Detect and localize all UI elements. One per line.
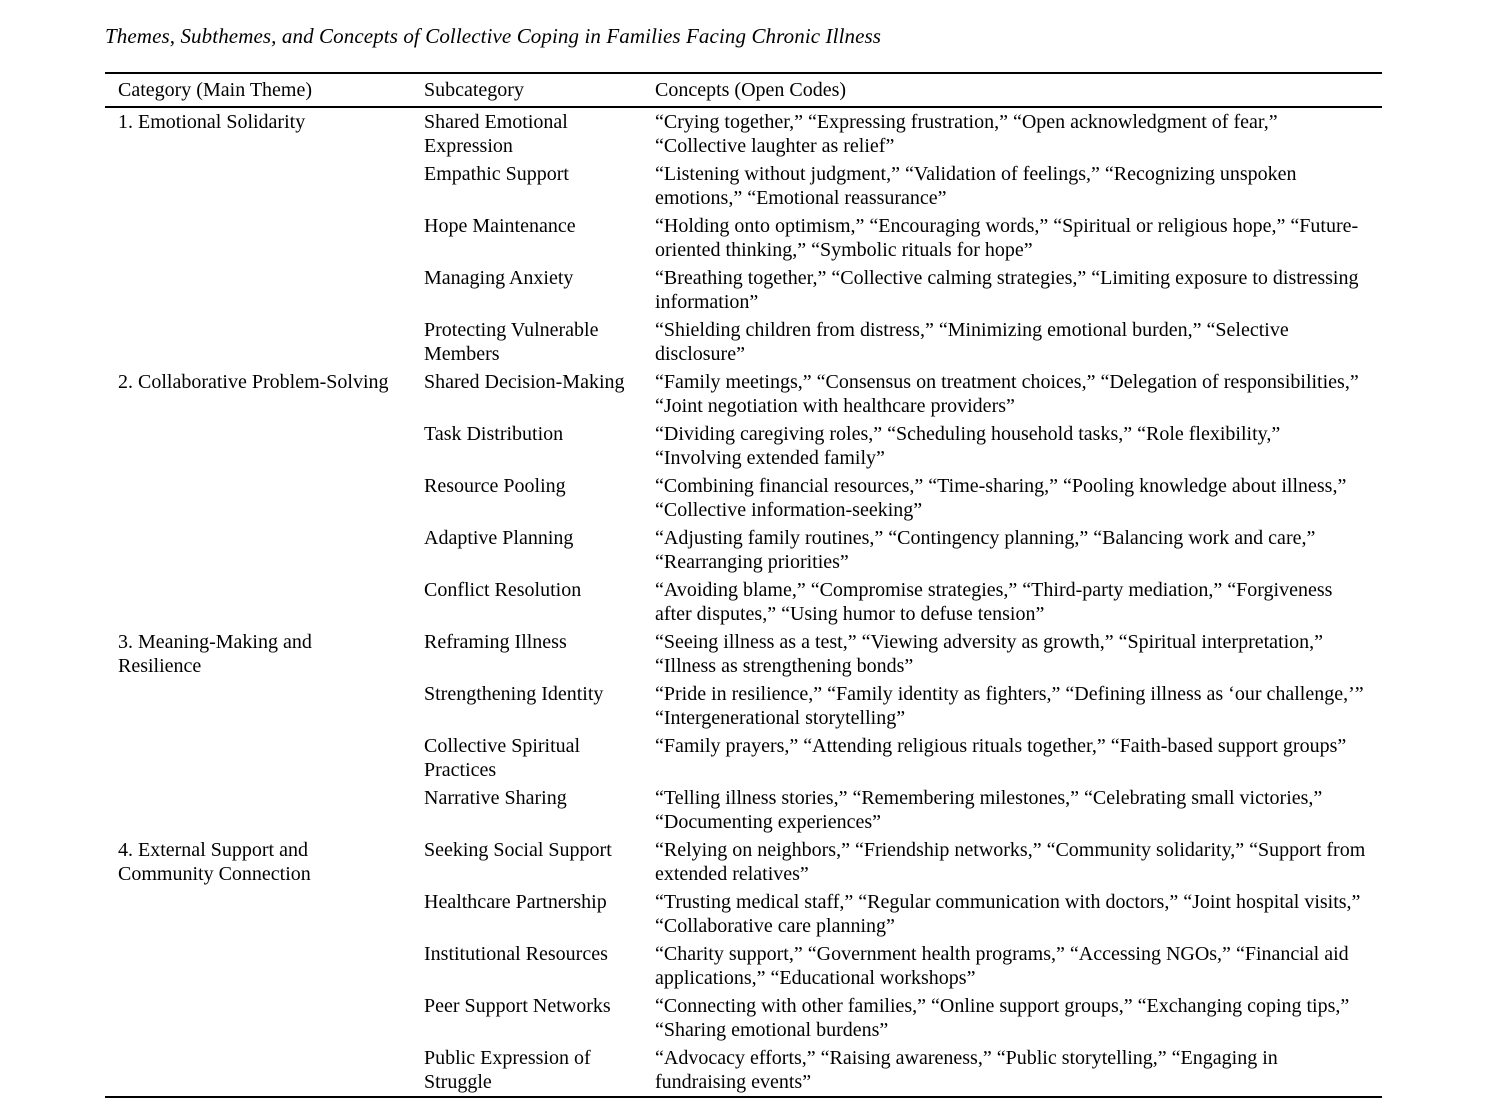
subcategory-cell: Narrative Sharing <box>424 787 567 809</box>
category-cell <box>105 472 424 524</box>
category-cell <box>105 420 424 472</box>
concepts-cell: “Family meetings,” “Consensus on treatment choices,” “Delegation of responsibilities,” “Joint negotiation with healthcare providers” <box>655 371 1359 417</box>
subcategory-cell: Collective Spiritual Practices <box>424 735 581 781</box>
subcategory-cell: Public Expression of Struggle <box>424 1047 591 1093</box>
concepts-cell: “Avoiding blame,” “Compromise strategies,” “Third-party mediation,” “Forgiveness after disputes,” “Using humor to defuse tension” <box>655 579 1333 625</box>
subcategory-cell: Conflict Resolution <box>424 579 582 601</box>
concepts-cell: “Listening without judgment,” “Validation of feelings,” “Recognizing unspoken emotions,” “Emotional reassurance” <box>655 163 1297 209</box>
category-cell: 4. External Support and Community Connection <box>118 839 311 885</box>
table-header-row <box>105 73 1382 107</box>
category-cell <box>105 992 424 1044</box>
table-row <box>105 732 1382 784</box>
concepts-cell: “Trusting medical staff,” “Regular communication with doctors,” “Joint hospital visits,” “Collaborative care planning” <box>655 891 1361 937</box>
subcategory-cell: Shared Decision-Making <box>424 371 625 393</box>
column-header-category: Category (Main Theme) <box>105 73 424 107</box>
subcategory-cell: Shared Emotional Expression <box>424 111 568 157</box>
concepts-cell: “Holding onto optimism,” “Encouraging words,” “Spiritual or religious hope,” “Future-oriented thinking,” “Symbolic rituals for hope” <box>655 215 1359 261</box>
column-header-subcategory: Subcategory <box>424 73 655 107</box>
subcategory-cell: Protecting Vulnerable Members <box>424 319 599 365</box>
subcategory-cell: Reframing Illness <box>424 631 567 653</box>
concepts-cell: “Telling illness stories,” “Remembering milestones,” “Celebrating small victories,” “Documenting experiences” <box>655 787 1323 833</box>
table-row <box>105 524 1382 576</box>
subcategory-cell: Hope Maintenance <box>424 215 576 237</box>
subcategory-cell: Adaptive Planning <box>424 527 574 549</box>
table-row <box>105 368 1382 420</box>
category-cell <box>105 680 424 732</box>
category-cell: 2. Collaborative Problem-Solving <box>118 371 389 393</box>
table-row <box>105 576 1382 628</box>
concepts-cell: “Adjusting family routines,” “Contingency planning,” “Balancing work and care,” “Rearranging priorities” <box>655 527 1316 573</box>
concepts-cell: “Advocacy efforts,” “Raising awareness,” “Public storytelling,” “Engaging in fundraising events” <box>655 1047 1278 1093</box>
category-cell <box>105 784 424 836</box>
concepts-cell: “Pride in resilience,” “Family identity as fighters,” “Defining illness as ‘our challenge,’” “Intergenerational storytelling” <box>655 683 1364 729</box>
table-row <box>105 212 1382 264</box>
category-cell <box>105 524 424 576</box>
concepts-cell: “Dividing caregiving roles,” “Scheduling household tasks,” “Role flexibility,” “Involving extended family” <box>655 423 1281 469</box>
table-row <box>105 836 1382 888</box>
table-row <box>105 888 1382 940</box>
category-cell <box>105 888 424 940</box>
table-row <box>105 940 1382 992</box>
category-cell: 1. Emotional Solidarity <box>118 111 306 133</box>
category-cell <box>105 212 424 264</box>
themes-table <box>105 72 1382 1098</box>
category-cell <box>105 264 424 316</box>
subcategory-cell: Managing Anxiety <box>424 267 574 289</box>
subcategory-cell: Institutional Resources <box>424 943 608 965</box>
category-cell <box>105 160 424 212</box>
category-cell <box>105 316 424 368</box>
table-body <box>105 107 1382 1097</box>
table-row <box>105 784 1382 836</box>
table-row <box>105 420 1382 472</box>
concepts-cell: “Breathing together,” “Collective calming strategies,” “Limiting exposure to distressing information” <box>655 267 1359 313</box>
subcategory-cell: Peer Support Networks <box>424 995 611 1017</box>
subcategory-cell: Empathic Support <box>424 163 569 185</box>
concepts-cell: “Family prayers,” “Attending religious rituals together,” “Faith-based support groups” <box>655 735 1347 757</box>
concepts-cell: “Seeing illness as a test,” “Viewing adversity as growth,” “Spiritual interpretation,” “Illness as strengthening bonds” <box>655 631 1324 677</box>
table-row <box>105 992 1382 1044</box>
concepts-cell: “Charity support,” “Government health programs,” “Accessing NGOs,” “Financial aid applications,” “Educational workshops” <box>655 943 1349 989</box>
category-cell: 3. Meaning-Making and Resilience <box>118 631 312 677</box>
subcategory-cell: Task Distribution <box>424 423 564 445</box>
concepts-cell: “Crying together,” “Expressing frustration,” “Open acknowledgment of fear,” “Collective laughter as relief” <box>655 111 1278 157</box>
category-cell <box>105 732 424 784</box>
category-cell <box>105 1044 424 1097</box>
category-cell <box>105 940 424 992</box>
table-title: Themes, Subthemes, and Concepts of Collective Coping in Families Facing Chronic Illness <box>105 24 882 48</box>
table-row <box>105 107 1382 160</box>
concepts-cell: “Connecting with other families,” “Online support groups,” “Exchanging coping tips,” “Sharing emotional burdens” <box>655 995 1350 1041</box>
table-row <box>105 1044 1382 1097</box>
table-row <box>105 472 1382 524</box>
subcategory-cell: Strengthening Identity <box>424 683 604 705</box>
table-row <box>105 160 1382 212</box>
subcategory-cell: Resource Pooling <box>424 475 566 497</box>
concepts-cell: “Relying on neighbors,” “Friendship networks,” “Community solidarity,” “Support from extended relatives” <box>655 839 1366 885</box>
concepts-cell: “Combining financial resources,” “Time-sharing,” “Pooling knowledge about illness,” “Collective information-seeking” <box>655 475 1347 521</box>
table-row <box>105 316 1382 368</box>
concepts-cell: “Shielding children from distress,” “Minimizing emotional burden,” “Selective disclosure” <box>655 319 1289 365</box>
subcategory-cell: Healthcare Partnership <box>424 891 607 913</box>
column-header-concepts: Concepts (Open Codes) <box>655 73 1382 107</box>
category-cell <box>105 576 424 628</box>
table-row <box>105 264 1382 316</box>
table-row <box>105 628 1382 680</box>
table-row <box>105 680 1382 732</box>
subcategory-cell: Seeking Social Support <box>424 839 612 861</box>
